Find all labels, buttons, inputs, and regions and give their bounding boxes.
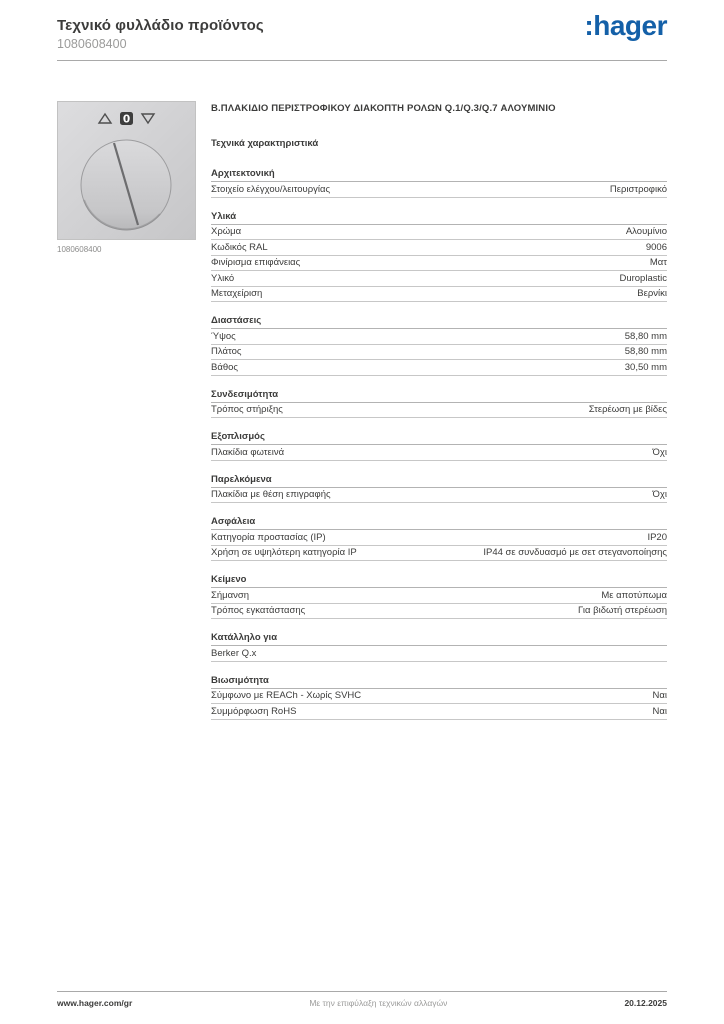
spec-label: Υλικό <box>211 272 235 284</box>
spec-value: 9006 <box>645 241 667 253</box>
specs-column <box>211 101 667 732</box>
spec-section <box>211 674 667 720</box>
spec-label: Κατηγορία προστασίας (IP) <box>211 531 326 543</box>
spec-label: Συμμόρφωση RoHS <box>211 705 297 717</box>
spec-value: Περιστροφικό <box>609 183 667 195</box>
spec-sections <box>211 167 667 720</box>
section-title: Συνδεσιμότητα <box>211 388 667 403</box>
section-title: Κείμενο <box>211 573 667 588</box>
spec-value: IP44 σε συνδυασμό με σετ στεγανοποίησης <box>483 547 667 558</box>
spec-value: 30,50 mm <box>624 361 667 373</box>
footer-disclaimer: Με την επιφύλαξη τεχνικών αλλαγών <box>309 998 448 1008</box>
spec-row <box>211 445 667 461</box>
spec-row <box>211 240 667 256</box>
spec-row <box>211 689 667 705</box>
section-title: Βιωσιμότητα <box>211 674 667 689</box>
spec-row <box>211 329 667 345</box>
spec-value: 58,80 mm <box>624 346 667 357</box>
spec-row <box>211 182 667 198</box>
spec-row <box>211 287 667 303</box>
spec-label: Τρόπος στήριξης <box>211 404 283 415</box>
spec-row <box>211 345 667 361</box>
spec-section <box>211 631 667 662</box>
header <box>57 0 667 61</box>
spec-row <box>211 604 667 620</box>
spec-label: Στοιχείο ελέγχου/λειτουργίας <box>211 183 331 195</box>
spec-label: Χρήση σε υψηλότερη κατηγορία IP <box>211 547 357 558</box>
section-title: Παρελκόμενα <box>211 473 667 488</box>
section-title: Διαστάσεις <box>211 314 667 329</box>
spec-row <box>211 403 667 419</box>
header-product-code: 1080608400 <box>57 37 127 51</box>
spec-label: Πλάτος <box>211 346 242 357</box>
footer-date: 20.12.2025 <box>624 998 667 1008</box>
spec-label: Σήμανση <box>211 589 250 601</box>
spec-row <box>211 646 667 662</box>
spec-value: Για βιδωτή στερέωση <box>578 605 667 616</box>
product-image-caption: 1080608400 <box>57 245 102 254</box>
spec-section <box>211 210 667 303</box>
spec-label: Σύμφωνο με REACh - Χωρίς SVHC <box>211 690 362 701</box>
footer <box>57 991 667 1008</box>
svg-text:0: 0 <box>122 113 131 126</box>
product-image <box>57 101 196 240</box>
spec-label: Πλακίδια με θέση επιγραφής <box>211 489 331 500</box>
specs-heading: Τεχνικά χαρακτηριστικά <box>211 138 319 149</box>
spec-section <box>211 314 667 376</box>
spec-section <box>211 473 667 504</box>
spec-label: Μεταχείριση <box>211 288 263 299</box>
spec-row <box>211 546 667 562</box>
zero-position-label <box>120 112 133 125</box>
spec-row <box>211 704 667 720</box>
section-title: Υλικά <box>211 210 667 225</box>
spec-row <box>211 256 667 272</box>
content <box>57 101 667 732</box>
spec-value: IP20 <box>647 531 667 543</box>
spec-value: Βερνίκι <box>637 288 667 299</box>
product-title: Β.ΠΛΑΚΙΔΙΟ ΠΕΡΙΣΤΡΟΦΙΚΟΥ ΔΙΑΚΟΠΤΗ ΡΟΛΩΝ Q.1/Q.3/Q.7 ΑΛΟΥΜΙΝΙΟ <box>211 103 556 114</box>
footer-website: www.hager.com/gr <box>57 998 133 1008</box>
spec-row <box>211 530 667 546</box>
spec-row <box>211 360 667 376</box>
rotary-switch-illustration <box>58 102 195 239</box>
spec-section <box>211 388 667 419</box>
spec-row <box>211 271 667 287</box>
spec-row <box>211 225 667 241</box>
document-title: Τεχνικό φυλλάδιο προϊόντος <box>57 17 264 34</box>
spec-value: Στερέωση με βίδες <box>588 404 667 415</box>
spec-label: Ύψος <box>211 330 236 342</box>
section-title: Κατάλληλο για <box>211 631 667 646</box>
spec-label: Berker Q.x <box>211 647 257 659</box>
spec-section <box>211 573 667 619</box>
header-text-block <box>57 17 667 51</box>
spec-label: Τρόπος εγκατάστασης <box>211 605 306 616</box>
spec-value: Όχι <box>652 446 667 458</box>
hager-logo: :hager <box>584 10 667 41</box>
product-image-column <box>57 101 197 732</box>
spec-label: Βάθος <box>211 361 238 373</box>
spec-value: Ματ <box>649 257 667 268</box>
spec-value: Duroplastic <box>619 272 667 284</box>
spec-section <box>211 167 667 198</box>
spec-value: 58,80 mm <box>624 330 667 342</box>
spec-value: Ναι <box>652 690 667 701</box>
section-title: Αρχιτεκτονική <box>211 167 667 182</box>
section-title: Εξοπλισμός <box>211 430 667 445</box>
spec-section <box>211 515 667 561</box>
spec-row <box>211 588 667 604</box>
spec-section <box>211 430 667 461</box>
section-title: Ασφάλεια <box>211 515 667 530</box>
spec-label: Χρώμα <box>211 226 242 237</box>
spec-value: Ναι <box>652 705 667 717</box>
spec-label: Φινίρισμα επιφάνειας <box>211 257 301 268</box>
spec-label: Κωδικός RAL <box>211 241 268 253</box>
spec-row <box>211 488 667 504</box>
spec-value: Αλουμίνιο <box>625 226 667 237</box>
spec-label: Πλακίδια φωτεινά <box>211 446 285 458</box>
spec-value: Όχι <box>652 489 667 500</box>
spec-value: Με αποτύπωμα <box>601 589 667 601</box>
